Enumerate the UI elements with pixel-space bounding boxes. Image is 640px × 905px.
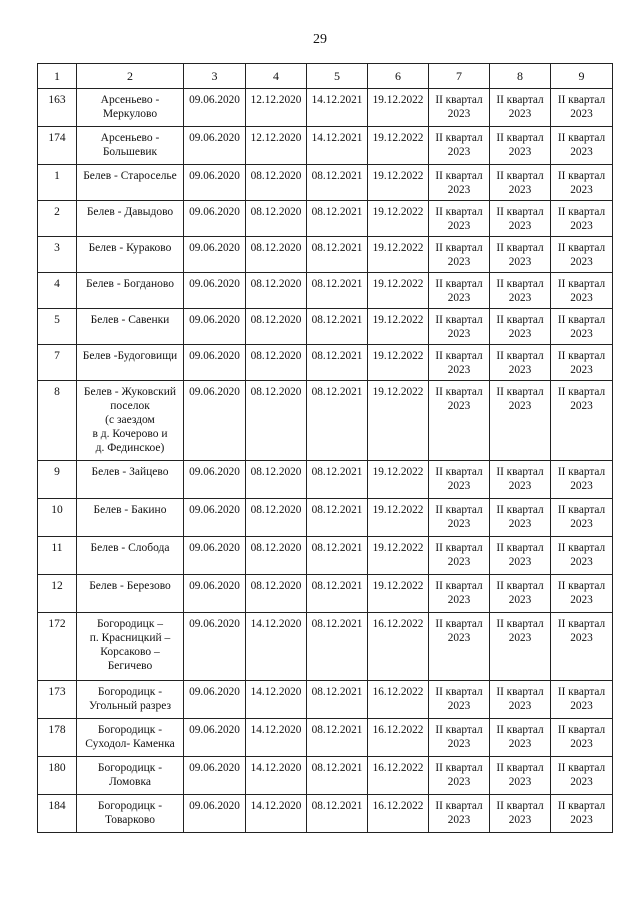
- table-row: [38, 345, 613, 381]
- quarter-cell: II квартал 2023: [429, 273, 490, 309]
- route-number: 8: [38, 381, 77, 461]
- column-header: 4: [246, 64, 307, 89]
- quarter-cell: II квартал 2023: [429, 681, 490, 719]
- quarter-cell: II квартал 2023: [551, 499, 613, 537]
- date-cell: 09.06.2020: [184, 273, 246, 309]
- date-cell: 09.06.2020: [184, 757, 246, 795]
- date-cell: 09.06.2020: [184, 127, 246, 165]
- quarter-cell: II квартал 2023: [490, 345, 551, 381]
- date-cell: 09.06.2020: [184, 381, 246, 461]
- date-cell: 09.06.2020: [184, 795, 246, 833]
- date-cell: 08.12.2021: [307, 613, 368, 681]
- date-cell: 08.12.2021: [307, 575, 368, 613]
- quarter-cell: II квартал 2023: [551, 237, 613, 273]
- date-cell: 16.12.2022: [368, 719, 429, 757]
- date-cell: 09.06.2020: [184, 461, 246, 499]
- quarter-cell: II квартал 2023: [551, 757, 613, 795]
- date-cell: 08.12.2020: [246, 499, 307, 537]
- date-cell: 08.12.2020: [246, 201, 307, 237]
- table-row: [38, 127, 613, 165]
- column-header: 2: [77, 64, 184, 89]
- table-row: [38, 575, 613, 613]
- date-cell: 08.12.2021: [307, 381, 368, 461]
- date-cell: 16.12.2022: [368, 795, 429, 833]
- quarter-cell: II квартал 2023: [429, 127, 490, 165]
- date-cell: 09.06.2020: [184, 719, 246, 757]
- quarter-cell: II квартал 2023: [490, 165, 551, 201]
- route-number: 163: [38, 89, 77, 127]
- date-cell: 14.12.2020: [246, 795, 307, 833]
- column-header: 9: [551, 64, 613, 89]
- quarter-cell: II квартал 2023: [551, 89, 613, 127]
- route-name: Белев - Слобода: [77, 537, 184, 575]
- quarter-cell: II квартал 2023: [429, 499, 490, 537]
- date-cell: 09.06.2020: [184, 575, 246, 613]
- column-header: 1: [38, 64, 77, 89]
- quarter-cell: II квартал 2023: [551, 681, 613, 719]
- date-cell: 09.06.2020: [184, 613, 246, 681]
- quarter-cell: II квартал 2023: [490, 273, 551, 309]
- route-number: 173: [38, 681, 77, 719]
- quarter-cell: II квартал 2023: [551, 309, 613, 345]
- date-cell: 19.12.2022: [368, 381, 429, 461]
- quarter-cell: II квартал 2023: [490, 309, 551, 345]
- quarter-cell: II квартал 2023: [429, 461, 490, 499]
- route-name: Белев - Березово: [77, 575, 184, 613]
- quarter-cell: II квартал 2023: [551, 537, 613, 575]
- route-number: 11: [38, 537, 77, 575]
- quarter-cell: II квартал 2023: [551, 273, 613, 309]
- column-header: 8: [490, 64, 551, 89]
- quarter-cell: II квартал 2023: [490, 237, 551, 273]
- quarter-cell: II квартал 2023: [429, 757, 490, 795]
- route-number: 9: [38, 461, 77, 499]
- route-name: Белев - Давыдово: [77, 201, 184, 237]
- column-header: 6: [368, 64, 429, 89]
- quarter-cell: II квартал 2023: [551, 719, 613, 757]
- quarter-cell: II квартал 2023: [429, 89, 490, 127]
- date-cell: 08.12.2021: [307, 757, 368, 795]
- route-name: Белев - Савенки: [77, 309, 184, 345]
- quarter-cell: II квартал 2023: [490, 499, 551, 537]
- date-cell: 14.12.2021: [307, 127, 368, 165]
- date-cell: 19.12.2022: [368, 201, 429, 237]
- quarter-cell: II квартал 2023: [429, 381, 490, 461]
- table-row: [38, 381, 613, 461]
- date-cell: 09.06.2020: [184, 681, 246, 719]
- quarter-cell: II квартал 2023: [429, 719, 490, 757]
- quarter-cell: II квартал 2023: [429, 575, 490, 613]
- table-row: [38, 201, 613, 237]
- table-row: [38, 795, 613, 833]
- date-cell: 09.06.2020: [184, 499, 246, 537]
- date-cell: 08.12.2020: [246, 273, 307, 309]
- quarter-cell: II квартал 2023: [429, 613, 490, 681]
- route-name: Богородицк - Товарково: [77, 795, 184, 833]
- date-cell: 08.12.2020: [246, 575, 307, 613]
- route-number: 10: [38, 499, 77, 537]
- route-name: Белев - Богданово: [77, 273, 184, 309]
- route-number: 1: [38, 165, 77, 201]
- quarter-cell: II квартал 2023: [429, 345, 490, 381]
- date-cell: 12.12.2020: [246, 127, 307, 165]
- route-name: Богородицк - Суходол- Каменка: [77, 719, 184, 757]
- date-cell: 08.12.2020: [246, 309, 307, 345]
- date-cell: 19.12.2022: [368, 537, 429, 575]
- route-name: Белев -Будоговищи: [77, 345, 184, 381]
- quarter-cell: II квартал 2023: [490, 681, 551, 719]
- quarter-cell: II квартал 2023: [490, 719, 551, 757]
- quarter-cell: II квартал 2023: [490, 89, 551, 127]
- date-cell: 14.12.2020: [246, 681, 307, 719]
- route-number: 174: [38, 127, 77, 165]
- quarter-cell: II квартал 2023: [551, 461, 613, 499]
- route-number: 180: [38, 757, 77, 795]
- date-cell: 08.12.2021: [307, 461, 368, 499]
- date-cell: 16.12.2022: [368, 613, 429, 681]
- route-number: 7: [38, 345, 77, 381]
- date-cell: 19.12.2022: [368, 575, 429, 613]
- date-cell: 12.12.2020: [246, 89, 307, 127]
- quarter-cell: II квартал 2023: [490, 461, 551, 499]
- quarter-cell: II квартал 2023: [429, 201, 490, 237]
- date-cell: 08.12.2020: [246, 381, 307, 461]
- column-header: 7: [429, 64, 490, 89]
- quarter-cell: II квартал 2023: [490, 201, 551, 237]
- date-cell: 09.06.2020: [184, 309, 246, 345]
- table-row: [38, 499, 613, 537]
- table-row: [38, 757, 613, 795]
- date-cell: 08.12.2021: [307, 499, 368, 537]
- date-cell: 16.12.2022: [368, 757, 429, 795]
- date-cell: 08.12.2021: [307, 201, 368, 237]
- route-name: Белев - Кураково: [77, 237, 184, 273]
- table-row: [38, 681, 613, 719]
- route-number: 4: [38, 273, 77, 309]
- route-name: Белев - Староселье: [77, 165, 184, 201]
- quarter-cell: II квартал 2023: [551, 795, 613, 833]
- table-row: [38, 273, 613, 309]
- date-cell: 16.12.2022: [368, 681, 429, 719]
- date-cell: 19.12.2022: [368, 309, 429, 345]
- page-number: 29: [313, 32, 327, 47]
- quarter-cell: II квартал 2023: [551, 575, 613, 613]
- date-cell: 08.12.2020: [246, 345, 307, 381]
- quarter-cell: II квартал 2023: [429, 309, 490, 345]
- quarter-cell: II квартал 2023: [429, 237, 490, 273]
- quarter-cell: II квартал 2023: [551, 127, 613, 165]
- table-row: [38, 89, 613, 127]
- table-row: [38, 537, 613, 575]
- quarter-cell: II квартал 2023: [490, 575, 551, 613]
- date-cell: 08.12.2021: [307, 165, 368, 201]
- route-number: 178: [38, 719, 77, 757]
- column-header: 3: [184, 64, 246, 89]
- table-row: [38, 165, 613, 201]
- route-number: 3: [38, 237, 77, 273]
- route-name: Белев - Жуковский поселок (с заездом в д. Кочерово и д. Фединское): [77, 381, 184, 461]
- date-cell: 08.12.2020: [246, 165, 307, 201]
- date-cell: 19.12.2022: [368, 237, 429, 273]
- date-cell: 14.12.2021: [307, 89, 368, 127]
- route-number: 172: [38, 613, 77, 681]
- date-cell: 08.12.2021: [307, 795, 368, 833]
- date-cell: 08.12.2021: [307, 537, 368, 575]
- table-row: [38, 309, 613, 345]
- date-cell: 08.12.2021: [307, 719, 368, 757]
- date-cell: 09.06.2020: [184, 89, 246, 127]
- date-cell: 09.06.2020: [184, 537, 246, 575]
- route-name: Богородицк – п. Красницкий – Корсаково – Бегичево: [77, 613, 184, 681]
- quarter-cell: II квартал 2023: [551, 613, 613, 681]
- quarter-cell: II квартал 2023: [429, 795, 490, 833]
- date-cell: 09.06.2020: [184, 345, 246, 381]
- date-cell: 19.12.2022: [368, 165, 429, 201]
- date-cell: 19.12.2022: [368, 461, 429, 499]
- date-cell: 09.06.2020: [184, 165, 246, 201]
- header-row: [38, 64, 613, 89]
- table-row: [38, 461, 613, 499]
- route-name: Белев - Зайцево: [77, 461, 184, 499]
- table-row: [38, 237, 613, 273]
- quarter-cell: II квартал 2023: [490, 381, 551, 461]
- route-name: Белев - Бакино: [77, 499, 184, 537]
- date-cell: 19.12.2022: [368, 345, 429, 381]
- date-cell: 08.12.2020: [246, 537, 307, 575]
- quarter-cell: II квартал 2023: [429, 537, 490, 575]
- route-number: 12: [38, 575, 77, 613]
- date-cell: 14.12.2020: [246, 757, 307, 795]
- date-cell: 08.12.2020: [246, 237, 307, 273]
- date-cell: 08.12.2021: [307, 309, 368, 345]
- route-number: 2: [38, 201, 77, 237]
- quarter-cell: II квартал 2023: [490, 613, 551, 681]
- quarter-cell: II квартал 2023: [551, 345, 613, 381]
- quarter-cell: II квартал 2023: [490, 757, 551, 795]
- date-cell: 14.12.2020: [246, 613, 307, 681]
- date-cell: 08.12.2021: [307, 681, 368, 719]
- route-number: 5: [38, 309, 77, 345]
- route-name: Богородицк - Ломовка: [77, 757, 184, 795]
- quarter-cell: II квартал 2023: [429, 165, 490, 201]
- route-number: 184: [38, 795, 77, 833]
- quarter-cell: II квартал 2023: [490, 795, 551, 833]
- date-cell: 09.06.2020: [184, 201, 246, 237]
- quarter-cell: II квартал 2023: [490, 127, 551, 165]
- date-cell: 09.06.2020: [184, 237, 246, 273]
- date-cell: 08.12.2021: [307, 237, 368, 273]
- route-name: Арсеньево - Большевик: [77, 127, 184, 165]
- column-header: 5: [307, 64, 368, 89]
- date-cell: 08.12.2021: [307, 345, 368, 381]
- date-cell: 19.12.2022: [368, 89, 429, 127]
- date-cell: 08.12.2021: [307, 273, 368, 309]
- table-row: [38, 613, 613, 681]
- date-cell: 08.12.2020: [246, 461, 307, 499]
- quarter-cell: II квартал 2023: [551, 165, 613, 201]
- date-cell: 19.12.2022: [368, 499, 429, 537]
- quarter-cell: II квартал 2023: [551, 201, 613, 237]
- route-name: Богородицк - Угольный разрез: [77, 681, 184, 719]
- table-row: [38, 719, 613, 757]
- quarter-cell: II квартал 2023: [551, 381, 613, 461]
- date-cell: 19.12.2022: [368, 273, 429, 309]
- route-name: Арсеньево - Меркулово: [77, 89, 184, 127]
- quarter-cell: II квартал 2023: [490, 537, 551, 575]
- route-schedule-table: [37, 63, 613, 833]
- date-cell: 19.12.2022: [368, 127, 429, 165]
- date-cell: 14.12.2020: [246, 719, 307, 757]
